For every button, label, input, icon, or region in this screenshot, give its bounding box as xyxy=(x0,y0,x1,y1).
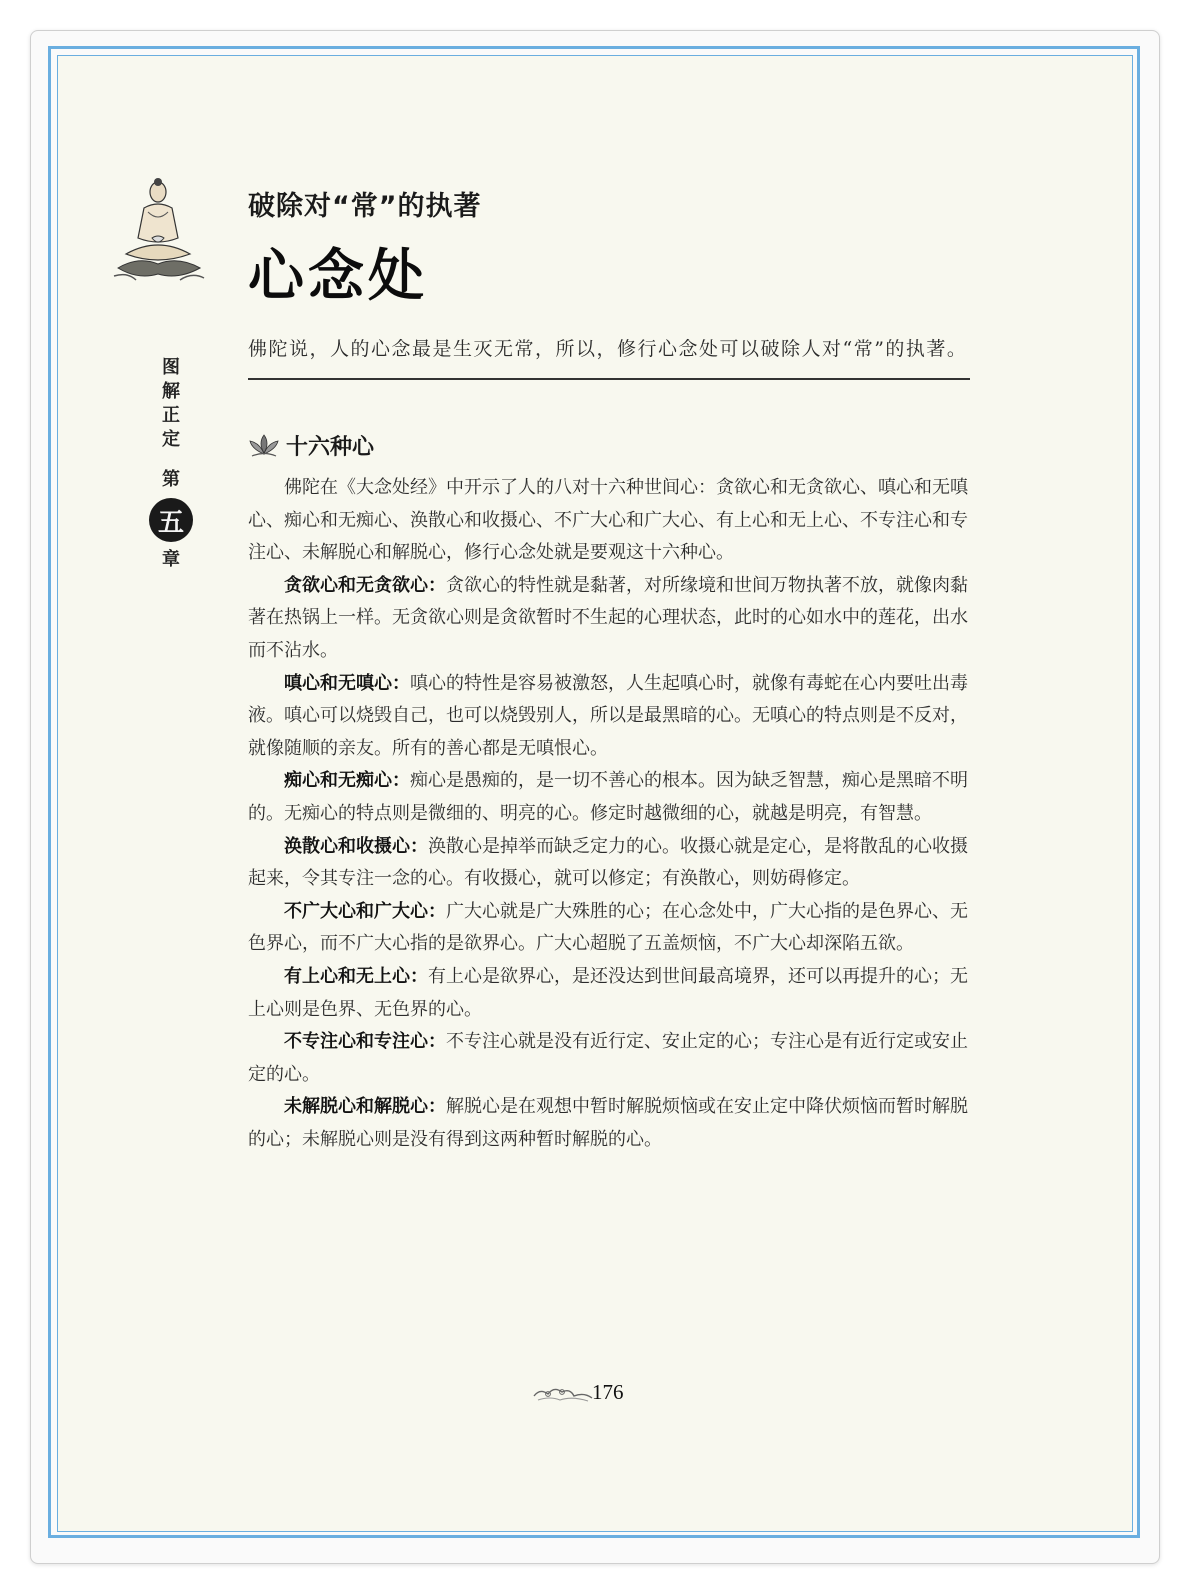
lotus-icon xyxy=(246,433,282,459)
cloud-ornament-icon xyxy=(530,1382,596,1404)
list-item xyxy=(248,831,968,896)
pair-text: 涣散心是掉举而缺乏定力的心。收摄心就是定心，是将散乱的心收摄起来，令其专注一念的心。有收摄心，就可以修定；有涣散心，则妨碍修定。 xyxy=(248,835,968,890)
pair-term: 嗔心和无嗔心： xyxy=(284,672,410,694)
pair-term: 未解脱心和解脱心： xyxy=(284,1096,446,1118)
side-tab-char: 解 xyxy=(162,381,180,402)
pair-term: 有上心和无上心： xyxy=(284,965,428,987)
section-heading-text: 十六种心 xyxy=(286,434,375,460)
pair-text: 广大心就是广大殊胜的心；在心念处中，广大心指的是色界心、无色界心，而不广大心指的是欲界心。广大心超脱了五盖烦恼，不广大心却深陷五欲。 xyxy=(248,900,968,955)
pair-text: 不专注心就是没有近行定、安止定的心；专注心是有近行定或安止定的心。 xyxy=(248,1031,968,1085)
pair-term: 痴心和无痴心： xyxy=(284,770,410,792)
list-item xyxy=(248,1026,968,1091)
pair-text: 解脱心是在观想中暂时解脱烦恼或在安止定中降伏烦恼而暂时解脱的心；未解脱心则是没有得到这两种暂时解脱的心。 xyxy=(248,1096,968,1150)
side-tab-char: 图 xyxy=(162,357,180,378)
chapter-suffix: 章 xyxy=(162,549,180,570)
pair-term: 涣散心和收摄心： xyxy=(284,835,428,857)
chapter-prefix: 第 xyxy=(162,469,180,490)
divider xyxy=(248,378,970,380)
pair-term: 不专注心和专注心： xyxy=(284,1031,446,1053)
pair-term: 贪欲心和无贪欲心： xyxy=(284,574,446,596)
pair-text: 有上心是欲界心，是还没达到世间最高境界，还可以再提升的心；无上心则是色界、无色界的心。 xyxy=(248,965,968,1020)
intro-paragraph: 佛陀在《大念处经》中开示了人的八对十六种世间心：贪欲心和无贪欲心、嗔心和无嗔心、痴心和无痴心、涣散心和收摄心、不广大心和广大心、有上心和无上心、不专注心和专注心、未解脱心和解脱心，修行心念处就是要观这十六种心。 xyxy=(248,477,968,564)
list-item xyxy=(248,896,968,961)
page-footer xyxy=(530,1380,624,1405)
chapter-number-badge: 五 xyxy=(149,498,193,542)
list-item xyxy=(248,570,968,668)
pair-term: 不广大心和广大心： xyxy=(284,900,446,922)
list-item xyxy=(248,668,968,766)
page-number: 176 xyxy=(592,1380,624,1404)
body-text xyxy=(248,472,968,1156)
buddha-illustration xyxy=(108,176,208,288)
list-item xyxy=(248,961,968,1026)
pair-text: 贪欲心的特性就是黏著，对所缘境和世间万物执著不放，就像肉黏著在热锅上一样。无贪欲心则是贪欲暂时不生起的心理状态，此时的心如水中的莲花，出水而不沾水。 xyxy=(248,574,968,661)
list-item xyxy=(248,765,968,830)
chapter-side-tab xyxy=(146,356,196,572)
list-item xyxy=(248,1091,968,1156)
pair-text: 痴心是愚痴的，是一切不善心的根本。因为缺乏智慧，痴心是黑暗不明的。无痴心的特点则是微细的、明亮的心。修定时越微细的心，就越是明亮，有智慧。 xyxy=(248,770,968,824)
chapter-title: 心念处 xyxy=(248,243,428,309)
pair-text: 嗔心的特性是容易被激怒，人生起嗔心时，就像有毒蛇在心内要吐出毒液。嗔心可以烧毁自己，也可以烧毁别人，所以是最黑暗的心。无嗔心的特点则是不反对，就像随顺的亲友。所有的善心都是无嗔恨心。 xyxy=(248,672,968,759)
intro-text: 佛陀说，人的心念最是生灭无常，所以，修行心念处可以破除人对“常”的执著。 xyxy=(248,338,968,360)
side-tab-char: 正 xyxy=(162,405,180,426)
section-kicker: 破除对“常”的执著 xyxy=(248,191,482,222)
section-heading xyxy=(246,430,374,461)
side-tab-char: 定 xyxy=(162,429,180,450)
